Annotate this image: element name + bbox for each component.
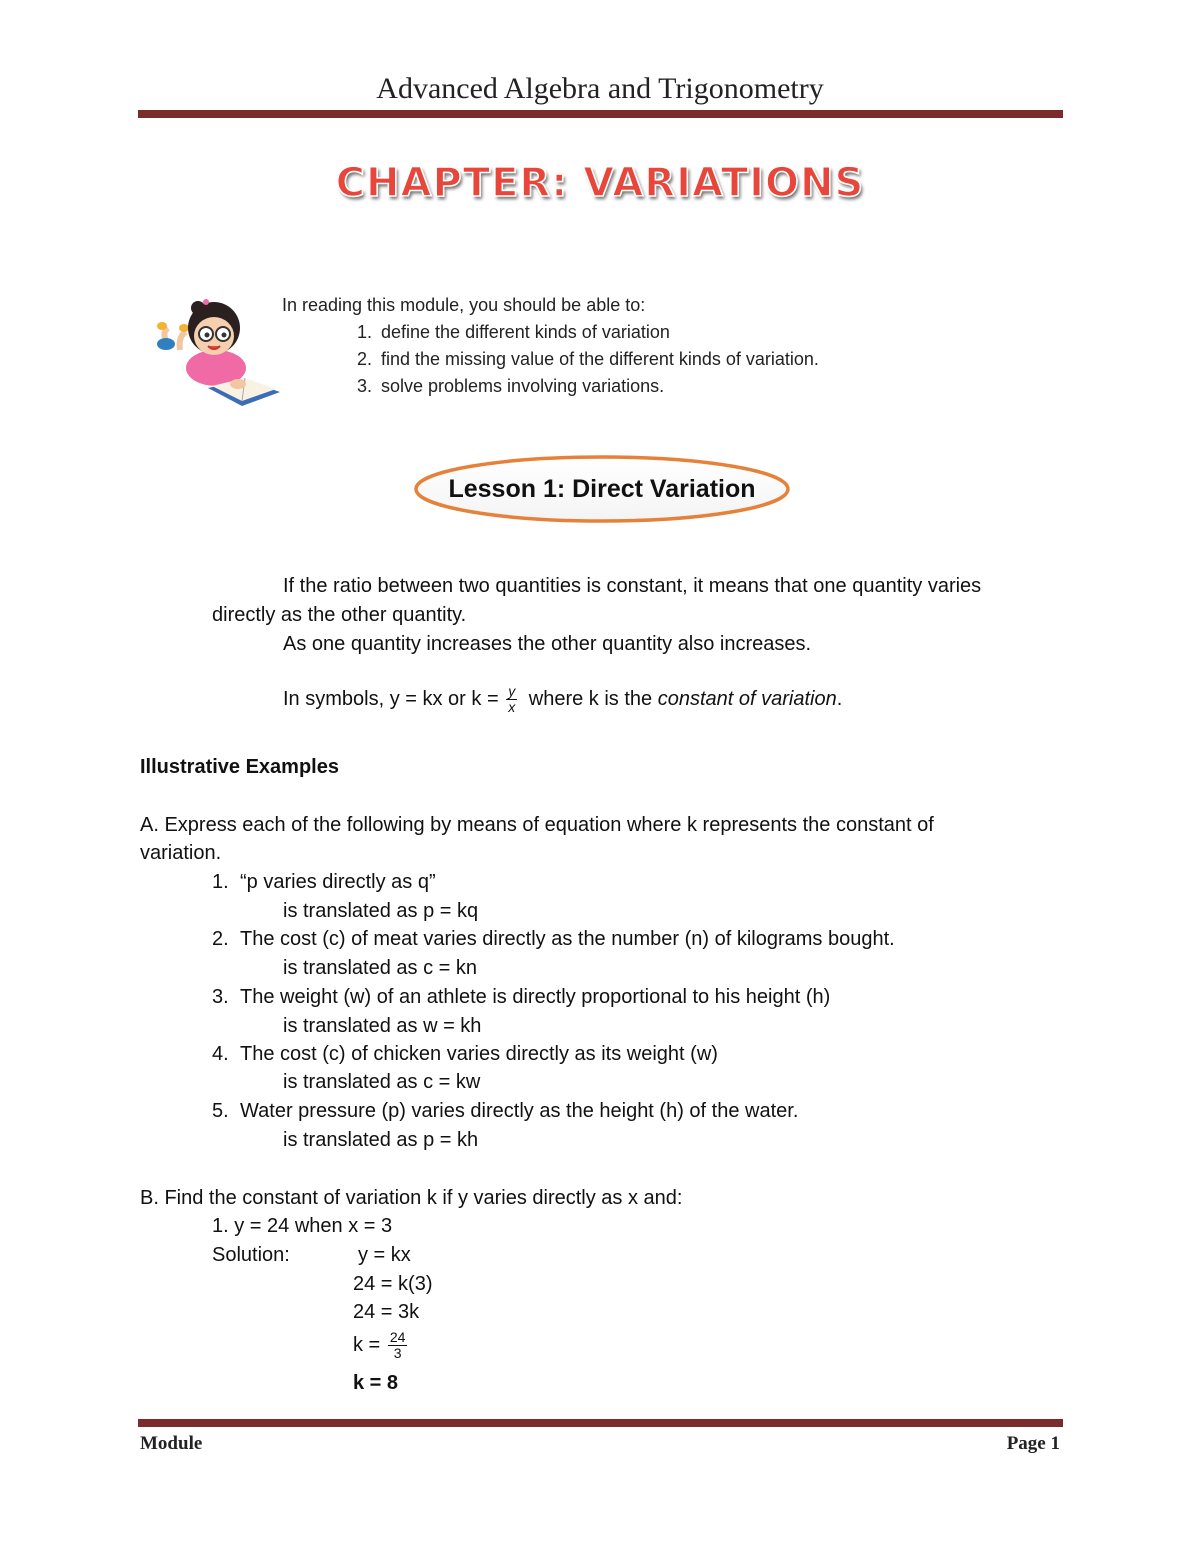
example-a-statement: The cost (c) of chicken varies directly as its weight (w) (240, 1043, 718, 1065)
footer-page-number: Page 1 (1006, 1433, 1060, 1454)
objectives-lead: In reading this module, you should be able to: (282, 295, 646, 315)
fraction-denominator: 3 (393, 1345, 402, 1361)
symbols-end: . (836, 687, 843, 710)
fraction-numerator: y (508, 683, 516, 699)
solution-answer: k = 8 (353, 1372, 399, 1394)
example-a-translation: is translated as c = kw (283, 1071, 481, 1093)
document-header-title: Advanced Algebra and Trigonometry (376, 72, 824, 105)
example-a-number: 5. (212, 1100, 229, 1122)
solution-step: 24 = 3k (353, 1301, 420, 1323)
solution-step: y = kx (358, 1244, 411, 1266)
example-a-statement: The cost (c) of meat varies directly as the number (n) of kilograms bought. (240, 928, 895, 950)
lesson-title: Lesson 1: Direct Variation (448, 475, 756, 503)
constant-of-variation-term: constant of variation (657, 687, 837, 710)
example-a-translation: is translated as c = kn (283, 957, 477, 979)
examples-heading: Illustrative Examples (140, 756, 339, 778)
example-a-translation: is translated as w = kh (283, 1015, 482, 1037)
objective-item: 3. solve problems involving variations. (377, 373, 819, 400)
definition-line-1: If the ratio between two quantities is constant, it means that one quantity varies (283, 575, 982, 597)
solution-step: 24 = k(3) (353, 1273, 433, 1295)
solution-label: Solution: (212, 1244, 290, 1266)
learning-objectives (282, 292, 819, 400)
reading-girl-illustration (150, 288, 290, 413)
objective-item: 1. define the different kinds of variation (377, 319, 819, 346)
footer-module-label: Module (140, 1433, 203, 1454)
objectives-list (282, 319, 819, 400)
example-a-translation: is translated as p = kq (283, 900, 479, 922)
example-a-number: 2. (212, 928, 229, 950)
k-equals-label: k = (353, 1333, 381, 1356)
symbols-prefix: In symbols, y = kx or k = (283, 687, 499, 710)
example-a-number: 4. (212, 1043, 229, 1065)
section-b-problem-1: 1. y = 24 when x = 3 (212, 1215, 393, 1237)
fraction-numerator: 24 (389, 1329, 406, 1345)
footer-divider (138, 1419, 1063, 1427)
definition-increase-note: As one quantity increases the other quantity also increases. (283, 633, 812, 655)
chapter-title: CHAPTER: VARIATIONS (335, 160, 865, 206)
definition-line-2: directly as the other quantity. (212, 604, 467, 626)
twenty-four-over-three-fraction (388, 1330, 408, 1361)
section-a-line-2: variation. (140, 842, 222, 864)
symbols-formula (283, 684, 842, 715)
fraction-denominator: x (508, 699, 516, 715)
header-divider (138, 110, 1063, 118)
example-a-number: 1. (212, 871, 229, 893)
section-b-instruction: B. Find the constant of variation k if y varies directly as x and: (140, 1187, 683, 1209)
example-a-number: 3. (212, 986, 229, 1008)
objective-item: 2. find the missing value of the different kinds of variation. (377, 346, 819, 373)
example-a-statement: The weight (w) of an athlete is directly proportional to his height (h) (240, 986, 831, 1008)
example-a-statement: Water pressure (p) varies directly as the height (h) of the water. (240, 1100, 799, 1122)
example-a-statement: “p varies directly as q” (240, 871, 436, 893)
y-over-x-fraction (506, 684, 517, 715)
symbols-mid: where k is the (528, 687, 653, 710)
section-a-line-1: A. Express each of the following by means of equation where k represents the constant of (140, 814, 934, 836)
example-a-translation: is translated as p = kh (283, 1129, 479, 1151)
solution-k-fraction-step (353, 1330, 413, 1361)
